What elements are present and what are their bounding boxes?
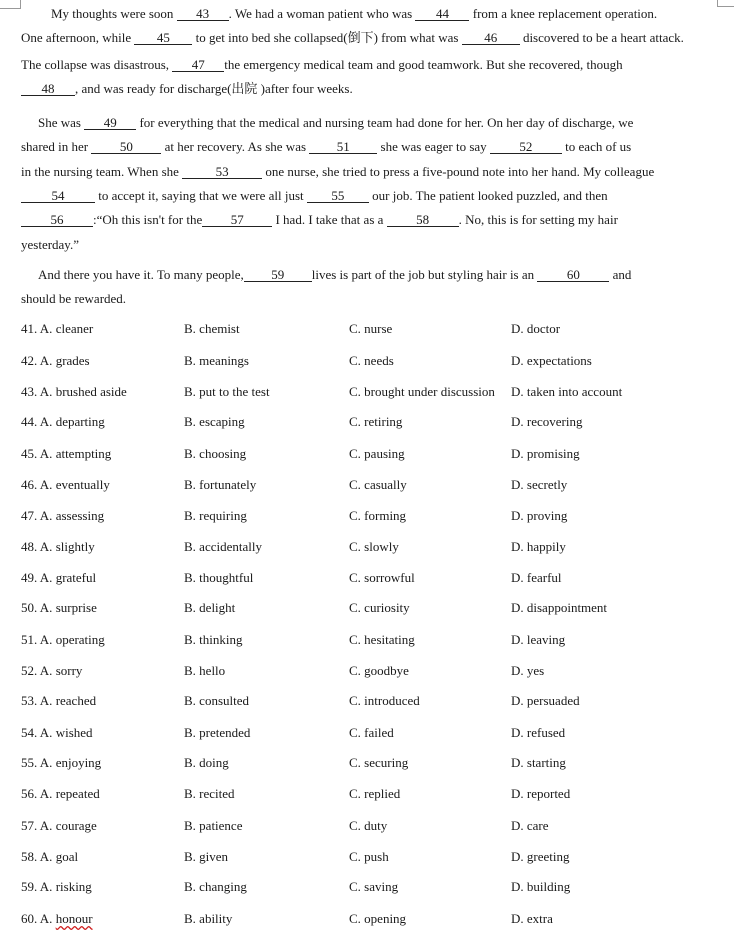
option-b[interactable]: B. put to the test (184, 384, 270, 399)
option-letter: A. (39, 353, 56, 368)
question-row (21, 321, 721, 337)
passage-text: for everything that the medical and nursing team had done for her. On her day of discharge, we (136, 115, 634, 130)
option-text: brushed aside (55, 384, 127, 399)
option-b[interactable]: B. choosing (184, 446, 247, 461)
option-a[interactable] (21, 911, 93, 927)
option-a[interactable] (21, 600, 97, 616)
question-row (21, 384, 721, 400)
option-text: assessing (55, 508, 105, 523)
option-c[interactable]: C. duty (349, 818, 388, 833)
option-letter: A. (39, 693, 56, 708)
option-text-spellcheck-flagged: honour (55, 911, 93, 926)
question-row (21, 508, 721, 524)
passage-text: She was (38, 115, 85, 130)
option-c[interactable]: C. pausing (349, 446, 405, 461)
question-number: 60. (21, 911, 38, 926)
question-row (21, 600, 721, 616)
option-b[interactable]: B. consulted (184, 693, 249, 708)
option-letter: A. (39, 570, 56, 585)
option-c[interactable]: C. push (349, 849, 389, 864)
option-letter: A. (39, 663, 56, 678)
question-number: 48. (21, 539, 38, 554)
blank-52: 52 (490, 140, 562, 154)
passage-text: from a knee replacement operation. (469, 6, 658, 21)
passage-text: should be rewarded. (21, 291, 127, 306)
question-number: 53. (21, 693, 38, 708)
question-number: 54. (21, 725, 38, 740)
question-number: 58. (21, 849, 38, 864)
blank-60: 60 (537, 268, 609, 282)
passage-text: the emergency medical team and good teamwork. But she recovered, though (224, 57, 623, 72)
option-letter: A. (39, 539, 56, 554)
blank-47: 47 (172, 58, 224, 72)
question-row (21, 879, 721, 895)
option-a[interactable] (21, 477, 110, 493)
option-a[interactable] (21, 818, 97, 834)
question-row (21, 477, 721, 493)
option-letter: A. (39, 755, 56, 770)
option-c[interactable]: C. introduced (349, 693, 420, 708)
question-row (21, 414, 721, 430)
question-number: 47. (21, 508, 38, 523)
passage-text: to each of us (561, 139, 632, 154)
option-c[interactable]: C. failed (349, 725, 394, 740)
question-number: 59. (21, 879, 38, 894)
passage-text: our job. The patient looked puzzled, and then (368, 188, 608, 203)
option-c[interactable]: C. forming (349, 508, 407, 523)
option-c[interactable]: C. saving (349, 879, 399, 894)
option-b[interactable]: B. ability (184, 911, 233, 926)
blank-45: 45 (134, 31, 192, 45)
option-d[interactable]: D. building (511, 879, 571, 894)
passage-text: at her recovery. As she was (161, 139, 310, 154)
question-number: 45. (21, 446, 38, 461)
option-a[interactable] (21, 879, 92, 895)
option-text: goal (55, 849, 79, 864)
blank-54: 54 (21, 189, 95, 203)
option-d[interactable]: D. secretly (511, 477, 568, 492)
option-a[interactable] (21, 508, 104, 524)
question-number: 43. (21, 384, 38, 399)
passage-text: she was eager to say (377, 139, 490, 154)
question-row (21, 849, 721, 865)
question-row (21, 911, 721, 927)
option-d[interactable]: D. starting (511, 755, 566, 770)
option-text: cleaner (55, 321, 94, 336)
option-letter: A. (39, 818, 56, 833)
option-b[interactable]: B. accidentally (184, 539, 262, 554)
page-corner-mark (717, 0, 734, 7)
question-number: 41. (21, 321, 38, 336)
option-b[interactable]: B. hello (184, 663, 226, 678)
option-letter: A. (39, 849, 56, 864)
blank-53: 53 (182, 165, 262, 179)
passage-text: shared in her (21, 139, 92, 154)
passage-line (21, 164, 654, 180)
passage-text: And there you have it. To many people, (38, 267, 244, 282)
blank-55: 55 (307, 189, 369, 203)
blank-48: 48 (21, 82, 75, 96)
option-d[interactable]: D. greeting (511, 849, 570, 864)
blank-43: 43 (177, 7, 229, 21)
option-b[interactable]: B. thoughtful (184, 570, 254, 585)
option-c[interactable]: C. goodbye (349, 663, 409, 678)
option-d[interactable]: D. proving (511, 508, 568, 523)
option-c[interactable]: C. opening (349, 911, 407, 926)
option-a[interactable] (21, 663, 82, 679)
passage-line (21, 291, 126, 307)
question-row (21, 353, 721, 369)
option-b[interactable]: B. chemist (184, 321, 240, 336)
passage-text: One afternoon, while (21, 30, 135, 45)
passage-line (21, 81, 353, 97)
question-number: 49. (21, 570, 38, 585)
option-c[interactable]: C. nurse (349, 321, 393, 336)
passage-text: to accept it, saying that we were all just (95, 188, 307, 203)
option-a[interactable] (21, 725, 93, 741)
question-number: 52. (21, 663, 38, 678)
option-text: reached (55, 693, 97, 708)
option-text: sorry (55, 663, 83, 678)
question-row (21, 818, 721, 834)
question-row (21, 446, 721, 462)
passage-line (21, 212, 618, 228)
passage-line (21, 188, 608, 204)
option-d[interactable]: D. reported (511, 786, 571, 801)
option-d[interactable]: D. recovering (511, 414, 583, 429)
option-letter: A. (39, 414, 56, 429)
option-text: grades (55, 353, 90, 368)
option-b[interactable]: B. escaping (184, 414, 245, 429)
passage-line (21, 57, 623, 73)
option-letter: A. (39, 600, 56, 615)
option-b[interactable]: B. thinking (184, 632, 243, 647)
option-letter: A. (39, 477, 56, 492)
option-letter: A. (39, 725, 56, 740)
passage-text: My thoughts were soon (51, 6, 177, 21)
passage-text: The collapse was disastrous, (21, 57, 173, 72)
option-d[interactable]: D. refused (511, 725, 566, 740)
option-c[interactable]: C. needs (349, 353, 394, 368)
option-d[interactable]: D. disappointment (511, 600, 608, 615)
passage-text: . We had a woman patient who was (228, 6, 416, 21)
option-d[interactable]: D. care (511, 818, 549, 833)
blank-56: 56 (21, 213, 93, 227)
option-text: attempting (55, 446, 112, 461)
question-row (21, 570, 721, 586)
option-text: repeated (55, 786, 100, 801)
question-row (21, 786, 721, 802)
blank-57: 57 (202, 213, 272, 227)
option-b[interactable]: B. fortunately (184, 477, 257, 492)
option-d[interactable]: D. doctor (511, 321, 561, 336)
option-c[interactable]: C. retiring (349, 414, 403, 429)
question-number: 51. (21, 632, 38, 647)
blank-49: 49 (84, 116, 136, 130)
question-number: 55. (21, 755, 38, 770)
option-c[interactable]: C. curiosity (349, 600, 410, 615)
passage-line (38, 267, 631, 283)
option-b[interactable]: B. given (184, 849, 229, 864)
option-c[interactable]: C. casually (349, 477, 407, 492)
passage-text: lives is part of the job but styling hair is an (311, 267, 538, 282)
option-d[interactable]: D. expectations (511, 353, 592, 368)
option-c[interactable]: C. slowly (349, 539, 399, 554)
option-b[interactable]: B. delight (184, 600, 236, 615)
option-letter: A. (39, 508, 56, 523)
option-text: enjoying (55, 755, 102, 770)
option-b[interactable]: B. meanings (184, 353, 249, 368)
passage-text: discovered to be a heart attack. (519, 30, 684, 45)
option-d[interactable]: D. taken into account (511, 384, 623, 399)
passage-text: and (609, 267, 632, 282)
option-d[interactable]: D. yes (511, 663, 545, 678)
option-text: eventually (55, 477, 110, 492)
option-a[interactable] (21, 353, 90, 369)
option-letter: A. (39, 321, 56, 336)
option-b[interactable]: B. requiring (184, 508, 247, 523)
blank-51: 51 (309, 140, 377, 154)
option-a[interactable] (21, 755, 101, 771)
question-row (21, 539, 721, 555)
passage-text: to get into bed she collapsed(倒下) from what was (192, 30, 462, 45)
option-a[interactable] (21, 786, 100, 802)
option-c[interactable]: C. brought under discussion (349, 384, 495, 399)
question-number: 56. (21, 786, 38, 801)
option-text: grateful (55, 570, 97, 585)
option-b[interactable]: B. patience (184, 818, 243, 833)
option-letter: A. (39, 911, 56, 926)
option-d[interactable]: D. promising (511, 446, 580, 461)
passage-line (21, 30, 684, 46)
option-b[interactable]: B. changing (184, 879, 247, 894)
passage-text: I had. I take that as a (272, 212, 387, 227)
passage-text: . No, this is for setting my hair (458, 212, 618, 227)
option-b[interactable]: B. pretended (184, 725, 251, 740)
question-number: 44. (21, 414, 38, 429)
option-d[interactable]: D. fearful (511, 570, 562, 585)
question-row (21, 663, 721, 679)
option-letter: A. (39, 786, 56, 801)
option-d[interactable]: D. leaving (511, 632, 566, 647)
option-d[interactable]: D. extra (511, 911, 553, 926)
question-number: 57. (21, 818, 38, 833)
blank-50: 50 (91, 140, 161, 154)
passage-text: :“Oh this isn't for the (93, 212, 203, 227)
option-text: surprise (55, 600, 97, 615)
question-number: 42. (21, 353, 38, 368)
blank-58: 58 (387, 213, 459, 227)
option-c[interactable]: C. securing (349, 755, 409, 770)
option-a[interactable] (21, 446, 111, 462)
option-letter: A. (39, 632, 56, 647)
question-row (21, 725, 721, 741)
option-a[interactable] (21, 632, 105, 648)
question-row (21, 755, 721, 771)
passage-text: one nurse, she tried to press a five-pound note into her hand. My colleague (262, 164, 655, 179)
option-letter: A. (39, 384, 56, 399)
option-a[interactable] (21, 693, 96, 709)
question-row (21, 632, 721, 648)
option-text: wished (55, 725, 93, 740)
option-text: slightly (55, 539, 95, 554)
passage-line (21, 139, 631, 155)
question-number: 50. (21, 600, 38, 615)
option-a[interactable] (21, 321, 93, 337)
option-a[interactable] (21, 414, 105, 430)
option-letter: A. (39, 879, 56, 894)
question-row (21, 693, 721, 709)
option-c[interactable]: C. replied (349, 786, 401, 801)
option-text: departing (55, 414, 105, 429)
passage-line (51, 6, 657, 22)
option-a[interactable] (21, 539, 95, 555)
passage-text: , and was ready for discharge(出院 )after four weeks. (75, 81, 353, 96)
passage-line (21, 237, 79, 253)
option-letter: A. (39, 446, 56, 461)
blank-59: 59 (244, 268, 312, 282)
option-a[interactable] (21, 849, 78, 865)
option-d[interactable]: D. happily (511, 539, 566, 554)
option-c[interactable]: C. sorrowful (349, 570, 415, 585)
blank-46: 46 (462, 31, 520, 45)
passage-line (38, 115, 633, 131)
question-number: 46. (21, 477, 38, 492)
option-text: courage (55, 818, 97, 833)
passage-text: yesterday.” (21, 237, 79, 252)
option-b[interactable]: B. recited (184, 786, 235, 801)
option-a[interactable] (21, 570, 96, 586)
option-d[interactable]: D. persuaded (511, 693, 580, 708)
option-a[interactable] (21, 384, 127, 400)
option-text: risking (55, 879, 92, 894)
option-c[interactable]: C. hesitating (349, 632, 415, 647)
passage-text: in the nursing team. When she (21, 164, 183, 179)
page-corner-mark (0, 0, 21, 9)
option-b[interactable]: B. doing (184, 755, 229, 770)
blank-44: 44 (415, 7, 469, 21)
option-text: operating (55, 632, 105, 647)
